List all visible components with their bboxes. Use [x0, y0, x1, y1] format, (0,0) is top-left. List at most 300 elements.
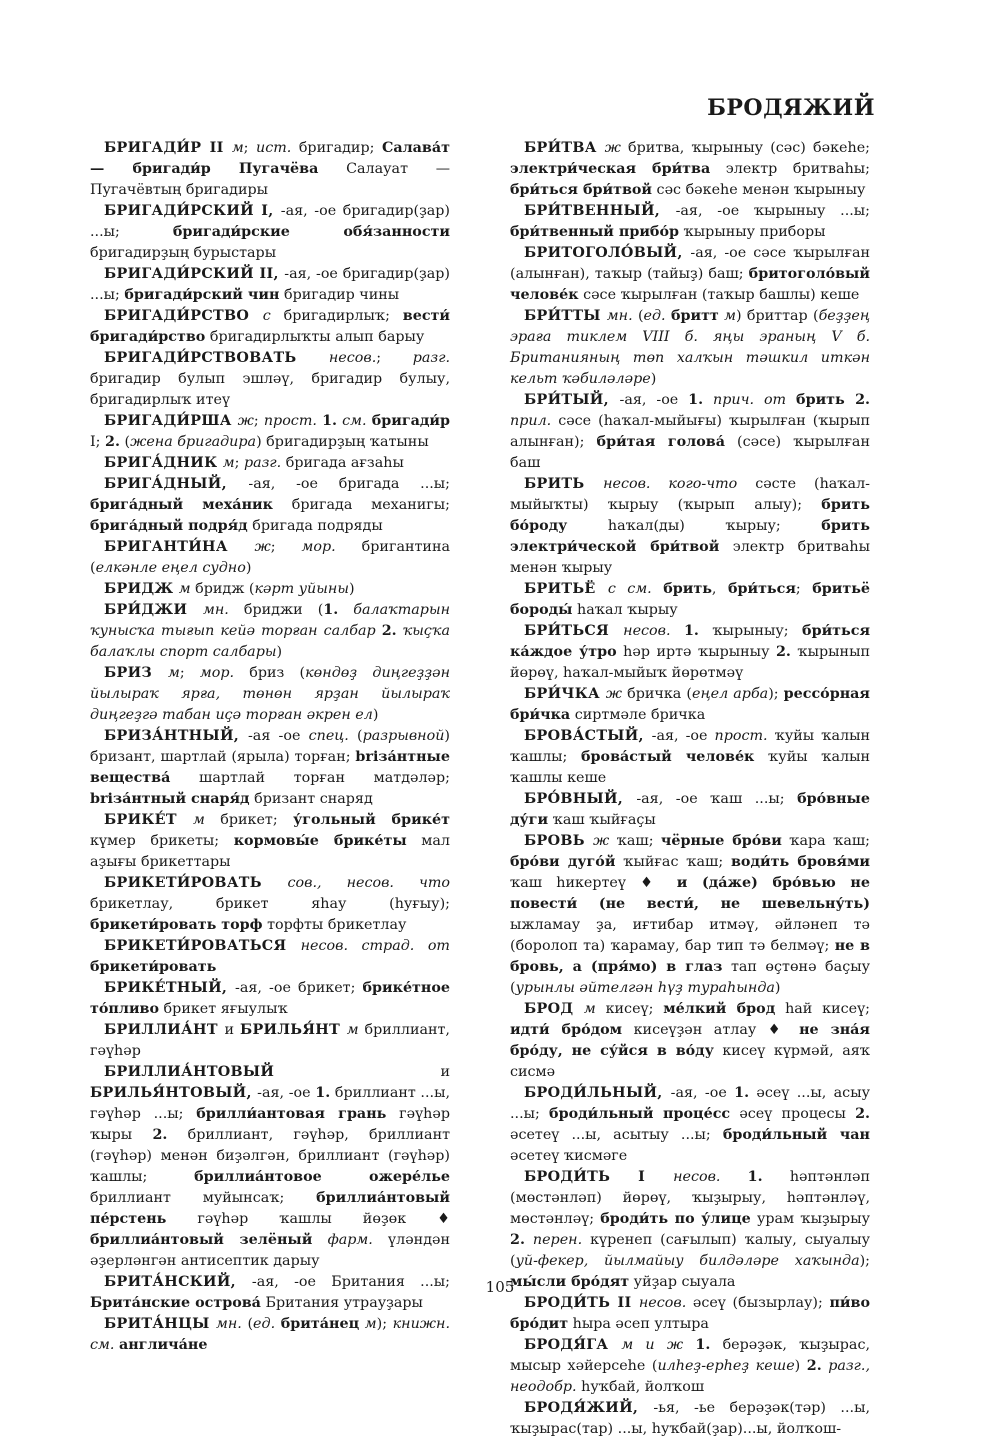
- entry-text: не в бровь, а (пря́мо) в глаз: [510, 938, 870, 975]
- entry-text: прил.: [510, 413, 552, 429]
- entry-text: ж: [254, 539, 271, 555]
- entry-text: [786, 392, 796, 408]
- entry-text: Брита́нские острова́: [90, 1295, 261, 1311]
- entry-text: брита́нец: [280, 1316, 360, 1332]
- headword: БРИ́ТЫЙ,: [524, 392, 620, 408]
- entry-text: ҡаш һикертеү ♦: [510, 875, 677, 891]
- entry-text: -ая, -ое: [651, 728, 715, 744]
- entry-text: 1.: [688, 392, 704, 408]
- entry-text: м и ж: [621, 1337, 684, 1353]
- headword: БРОДЯ́ГА: [524, 1337, 622, 1353]
- entry-text: брикети́ровать торф: [90, 917, 263, 933]
- entry-text: һай кисеү;: [775, 1001, 870, 1017]
- headword: БРОВА́СТЫЙ,: [524, 728, 652, 744]
- entry-text: елкәнле еңел судно: [95, 560, 246, 576]
- entry-text: балаҡтарын ҡунысҡа тығып кейә торған салбар: [90, 602, 451, 639]
- entry-text: бриджи (: [228, 602, 324, 618]
- entry-text: ): [372, 707, 379, 723]
- entry-text: прост.: [714, 728, 768, 744]
- headword: БРОДИ́ЛЬНЫЙ,: [524, 1085, 671, 1101]
- headword: БРИТА́НЦЫ: [104, 1316, 217, 1332]
- entry-text: һәптәнләп (мөстәнләп) йөрөү, ҡыҙырыу, һәптәнләү, мөстәнләү;: [510, 1169, 870, 1227]
- headword: БРИЛЛИА́НТ: [104, 1022, 225, 1038]
- headword: БРИЛЬЯ́НТ: [239, 1022, 347, 1038]
- headword: БРИЛЬЯ́НТОВЫЙ,: [90, 1085, 258, 1101]
- dictionary-entry: [510, 999, 870, 1083]
- entry-text: несов.: [673, 1169, 721, 1185]
- headword: БРИКЕТИ́РОВАТЬСЯ: [104, 938, 301, 954]
- entry-text: прост.: [263, 413, 317, 429]
- dictionary-entry: [510, 306, 870, 390]
- entry-text: разг., неодобр.: [510, 1358, 870, 1395]
- dictionary-entry: [90, 726, 450, 810]
- entry-text: и (да́же) бро́вью не повести́ (не вести́, не шевельну́ть): [510, 875, 870, 912]
- entry-text: briза́нтные вещества́: [90, 749, 450, 786]
- entry-text: әсеү процесы: [730, 1106, 856, 1122]
- entry-text: мы́сли бро́дят: [510, 1274, 630, 1290]
- dictionary-entry: [90, 810, 450, 873]
- entry-text: ҡырыныу;: [698, 623, 803, 639]
- entry-text: м: [178, 581, 191, 597]
- entry-text: ;: [243, 140, 256, 156]
- dictionary-entry: [510, 201, 870, 243]
- headword: БРИГАДИ́Р II: [104, 140, 232, 156]
- entry-text: бритьё бороды́: [510, 581, 870, 618]
- dictionary-entry: [90, 201, 450, 264]
- dictionary-entry: [90, 264, 450, 306]
- entry-text: бриллиант, гәүһәр, бриллиант (гәүһәр) менән биҙәлгән, бриллиант (гәүһәр) ҡашлы;: [90, 1127, 451, 1185]
- entry-text: ) бригадирҙың ҡатыны: [256, 434, 429, 450]
- dictionary-entry: [90, 138, 450, 201]
- entry-text: книжн. см.: [90, 1316, 451, 1353]
- entry-text: ҡыҫҡа балаҡлы спорт салбары: [90, 623, 450, 660]
- entry-text: води́ть бровя́ми: [730, 854, 870, 870]
- entry-text: -ая, -ое бригадир(ҙар) ...ы;: [90, 203, 451, 240]
- entry-text: 1.: [315, 1085, 331, 1101]
- entry-text: 2.: [381, 623, 397, 639]
- headword: БРОД: [524, 1001, 584, 1017]
- entry-text: [671, 623, 684, 639]
- entry-text: гәүһәр ҡыры: [90, 1106, 450, 1143]
- entry-text: ед.: [643, 308, 666, 324]
- entry-text: прич. от: [713, 392, 787, 408]
- entry-text: брить: [663, 581, 712, 597]
- entry-text: бригади́р: [371, 413, 451, 429]
- entry-text: 1.: [322, 413, 338, 429]
- entry-text: [683, 1337, 695, 1353]
- entry-text: 1.: [683, 623, 699, 639]
- headword: БРИКЕ́Т: [104, 812, 193, 828]
- entry-text: ) бризант, шартлай (ярыла) торған;: [90, 728, 450, 765]
- entry-text: мн.: [606, 308, 633, 324]
- entry-text: [312, 1232, 327, 1248]
- entry-text: әсеү ...ы, асыу ...ы;: [510, 1085, 870, 1122]
- entry-text: 2.: [775, 644, 791, 660]
- entry-text: күренеп (сағылып) ҡалыу, сыуалыу (: [510, 1232, 870, 1269]
- entry-text: м: [167, 665, 180, 681]
- dictionary-entry: [90, 600, 450, 663]
- entry-text: брилли́антовая грань: [196, 1106, 387, 1122]
- dictionary-entry: [510, 726, 870, 789]
- entry-text: мор.: [301, 539, 336, 555]
- dictionary-entry: [510, 390, 870, 474]
- entry-text: брига́дный подря́д: [90, 518, 248, 534]
- entry-text: ед.: [253, 1316, 276, 1332]
- entry-text: ҡыйғас ҡаш;: [615, 854, 731, 870]
- headword: БРИГАДИ́РСКИЙ I,: [104, 203, 281, 219]
- entry-text: несов.: [638, 1295, 687, 1311]
- headword: БРИГА́ДНЫЙ,: [104, 476, 249, 492]
- entry-text: уйҙар сыуала: [629, 1274, 736, 1290]
- entry-text: ): [276, 644, 283, 660]
- entry-text: бридж (: [190, 581, 255, 597]
- entry-text: м: [346, 1022, 359, 1038]
- headword: БРИГАНТИ́НА: [104, 539, 255, 555]
- entry-text: кәрт уйыны: [254, 581, 349, 597]
- entry-text: -ая, -ое ҡырыныу ...ы;: [675, 203, 870, 219]
- entry-text: һаҡал(ды) ҡырыу;: [567, 518, 822, 534]
- dictionary-entry: [90, 663, 450, 726]
- entry-text: брике́тное то́пливо: [90, 980, 450, 1017]
- page-number: 105: [485, 1278, 515, 1296]
- entry-text: у́гольный брике́т: [293, 812, 450, 828]
- dictionary-entry: [90, 411, 450, 453]
- entry-text: жена бригадира: [130, 434, 257, 450]
- entry-text: сиртмәле бричка: [570, 707, 706, 723]
- entry-text: -ая, -ое Британия ...ы;: [251, 1274, 450, 1290]
- entry-text: 1.: [747, 1169, 763, 1185]
- entry-text: кисеү;: [595, 1001, 664, 1017]
- headword: БРИ́ДЖИ: [104, 602, 204, 618]
- entry-text: и: [440, 1064, 450, 1080]
- dictionary-entry: [510, 1335, 870, 1398]
- dictionary-entry: [510, 1293, 870, 1335]
- entry-text: м: [192, 812, 205, 828]
- entry-text: шартлай торған матдәләр;: [170, 770, 450, 786]
- entry-text: күмер брикеты;: [90, 833, 234, 849]
- entry-text: брить 2.: [796, 392, 871, 408]
- entry-text: гәүһәр ҡашлы йөҙөк ♦: [166, 1211, 450, 1227]
- entry-text: несов. кого-что: [603, 476, 738, 492]
- entry-text: электр бритваһы менән ҡырыу: [510, 539, 870, 576]
- entry-text: разрывной: [362, 728, 445, 744]
- headword: БРОВЬ: [524, 833, 593, 849]
- entry-text: 2.: [152, 1127, 168, 1143]
- entry-text: бригада механигы;: [272, 497, 450, 513]
- entry-text: идти́ бро́дом: [510, 1022, 623, 1038]
- entry-text: -ая, -ое бригада ...ы;: [248, 476, 450, 492]
- dictionary-entry: [510, 579, 870, 621]
- entry-text: (: [119, 434, 131, 450]
- entry-text: (сәсе) ҡырылған баш: [510, 434, 870, 471]
- entry-text: чёрные бро́ви: [660, 833, 782, 849]
- entry-text: [652, 581, 663, 597]
- entry-text: 2.: [855, 1106, 870, 1122]
- entry-text: ҡаш ҡыйғаҫы: [548, 812, 656, 828]
- entry-text: см.: [342, 413, 367, 429]
- entry-text: бри́тая голова́: [596, 434, 725, 450]
- right-column: [510, 138, 870, 1440]
- dictionary-entry: [90, 306, 450, 348]
- entry-text: м: [364, 1316, 377, 1332]
- entry-text: ): [774, 980, 781, 996]
- entry-text: ист.: [256, 140, 292, 156]
- entry-text: кисеүҙән атлау ♦: [622, 1022, 800, 1038]
- entry-text: [720, 1169, 747, 1185]
- entry-text: бригадирлыҡты алып барыу: [205, 329, 425, 345]
- entry-text: 1.: [734, 1085, 750, 1101]
- entry-text: 2.: [510, 1232, 525, 1248]
- dictionary-entry: [510, 789, 870, 831]
- entry-text: (: [632, 308, 644, 324]
- entry-text: бригадир булып эшләү, бригадир булыу, бригадирлыҡ итеү: [90, 371, 450, 408]
- headword: БРИГАДИ́РША: [104, 413, 238, 429]
- entry-text: Салава́т — бригади́р Пугачёва: [90, 140, 450, 177]
- entry-text: Британия утрауҙары: [260, 1295, 423, 1311]
- dictionary-entry: [90, 537, 450, 579]
- entry-text: -ая, -ое: [670, 1085, 735, 1101]
- entry-text: сәсте (һаҡал-мыйыҡты) ҡырыу (ҡырып алыу);: [510, 476, 870, 513]
- entry-text: 2.: [105, 434, 120, 450]
- entry-text: ;: [270, 539, 302, 555]
- entry-text: (: [348, 728, 363, 744]
- entry-text: мн.: [216, 1316, 242, 1332]
- entry-text: электри́ческая бри́тва: [510, 161, 711, 177]
- dictionary-entry: [90, 579, 450, 600]
- dictionary-entry: [90, 936, 450, 978]
- entry-text: ,: [711, 581, 728, 597]
- headword: БРИТЬЁ: [524, 581, 608, 597]
- entry-text: ҡуйы ҡалын ҡашлы кеше: [510, 749, 871, 786]
- dictionary-entry: [90, 348, 450, 411]
- entry-text: м: [231, 140, 244, 156]
- entry-text: не зна́я бро́ду, не су́йся в во́ду: [510, 1022, 870, 1059]
- headword: БРИГА́ДНИК: [104, 455, 223, 471]
- entry-text: урам ҡыҙырыу: [750, 1211, 870, 1227]
- entry-text: м: [724, 308, 736, 324]
- entry-text: бри́ться бри́твой: [510, 182, 653, 198]
- entry-text: брить электри́ческой бри́твой: [510, 518, 870, 555]
- entry-text: м: [583, 1001, 596, 1017]
- entry-text: бризант снаряд: [249, 791, 373, 807]
- entry-text: һаҡал ҡырыу: [572, 602, 678, 618]
- entry-text: ;: [376, 350, 413, 366]
- dictionary-entry: [90, 453, 450, 474]
- entry-text: ҡаш;: [609, 833, 661, 849]
- entry-text: тап өҫтөнә баҫыу (: [510, 959, 870, 996]
- entry-text: ж: [604, 140, 621, 156]
- dictionary-entry: [90, 1020, 450, 1062]
- entry-text: спец.: [308, 728, 349, 744]
- entry-text: брикети́ровать: [90, 959, 217, 975]
- headword: БРОДИ́ТЬ II: [524, 1295, 639, 1311]
- entry-text: бритт: [670, 308, 719, 324]
- entry-text: броди́льный чан: [722, 1127, 870, 1143]
- entry-text: ;: [179, 665, 200, 681]
- entry-text: илһеҙ-ерһеҙ кеше: [657, 1358, 795, 1374]
- entry-text: бро́ви дуго́й: [510, 854, 616, 870]
- entry-text: үләндән әҙерләнгән антисептик дарыу: [90, 1232, 450, 1269]
- entry-text: ): [245, 560, 252, 576]
- dictionary-entry: [90, 1062, 450, 1272]
- entry-text: брига́дный меха́ник: [90, 497, 273, 513]
- headword: БРИГАДИ́РСКИЙ II,: [104, 266, 285, 282]
- entry-text: ҡара ҡаш;: [781, 833, 870, 849]
- entry-text: брить бо́роду: [510, 497, 870, 534]
- dictionary-entry: [510, 474, 870, 579]
- headword: БРИ́ТВЕННЫЙ,: [524, 203, 676, 219]
- entry-text: );: [376, 1316, 393, 1332]
- entry-text: броди́льный проце́сс: [549, 1106, 731, 1122]
- entry-text: бриллиант, гәүһәр: [90, 1022, 450, 1059]
- running-head: БРОДЯЖИЙ: [707, 95, 875, 121]
- entry-text: бриллиа́нтовый пе́рстень: [90, 1190, 450, 1227]
- entry-text: ): [348, 581, 355, 597]
- entry-text: торфты брикетлау: [262, 917, 407, 933]
- entry-text: бригантина (: [90, 539, 450, 576]
- headword: БРИГАДИ́РСТВО: [104, 308, 263, 324]
- entry-text: сов., несов. что: [287, 875, 451, 891]
- dictionary-entry: [510, 138, 870, 201]
- entry-text: әсеү (бызырлау);: [686, 1295, 830, 1311]
- entry-text: бритва, ҡырыныу (сәс) бәкеһе;: [620, 140, 870, 156]
- entry-text: мал аҙығы брикеттары: [90, 833, 450, 870]
- entry-text: бриллиа́нтовый зелёный: [90, 1232, 313, 1248]
- entry-text: бригадир чины: [279, 287, 400, 303]
- headword: БРОДЯ́ЖИЙ,: [524, 1400, 654, 1416]
- entry-text: несов.: [623, 623, 671, 639]
- entry-text: бриз (: [234, 665, 306, 681]
- dictionary-entry: [510, 1083, 870, 1167]
- entry-text: брикетлау, брикет яһау (һуғыу);: [90, 896, 450, 912]
- entry-text: );: [768, 686, 784, 702]
- entry-text: бригади́рский чин: [124, 287, 280, 303]
- entry-text: бро́вные ду́ги: [510, 791, 870, 828]
- entry-text: фарм.: [327, 1232, 373, 1248]
- entry-text: сәсе (һаҡал-мыйығы) ҡырылған (ҡырып алынған);: [510, 413, 870, 450]
- dictionary-entry: [90, 873, 450, 936]
- entry-text: -ая, -ое бригадир(ҙар) ...ы;: [90, 266, 450, 303]
- entry-text: ҡырынып йөрөү, һаҡал-мыйыҡ йөрөтмәү: [510, 644, 870, 681]
- entry-text: һыра әсеп ултыра: [568, 1316, 709, 1332]
- entry-text: бриллиант муйынсаҡ;: [90, 1190, 317, 1206]
- entry-text: сәсе ҡырылған (таҡыр башлы) кеше: [578, 287, 860, 303]
- entry-text: -ья, -ье берәҙәк(тәр) ...ы, ҡыҙырас(тар) ...ы, һуҡбай(ҙар)...ы, йолҡош-: [510, 1400, 870, 1437]
- entry-text: );: [859, 1253, 870, 1269]
- entry-text: 1.: [323, 602, 339, 618]
- entry-text: бригади́рские обя́занности: [172, 224, 450, 240]
- dictionary-entry: [510, 621, 870, 684]
- entry-text: мор.: [199, 665, 235, 681]
- headword: БРОДИ́ТЬ I: [524, 1169, 674, 1185]
- entry-text: briза́нтный снаря́д: [90, 791, 250, 807]
- dictionary-entry: [510, 243, 870, 306]
- entry-text: разг.: [412, 350, 450, 366]
- headword: БРО́ВНЫЙ,: [524, 791, 637, 807]
- entry-text: ;: [795, 581, 813, 597]
- headword: БРИКЕ́ТНЫЙ,: [104, 980, 236, 996]
- entry-text: м: [222, 455, 235, 471]
- headword: БРИТОГОЛО́ВЫЙ,: [524, 245, 691, 261]
- entry-text: урынлы әйтелгән һүҙ тураһында: [515, 980, 775, 996]
- entry-text: брикет яғыулыҡ: [159, 1001, 288, 1017]
- entry-text: ) бриттар (: [735, 308, 819, 324]
- entry-text: бричка (: [622, 686, 692, 702]
- entry-text: с: [262, 308, 271, 324]
- entry-text: еңел арба: [691, 686, 769, 702]
- entry-text: ): [650, 371, 657, 387]
- dictionary-entry: [90, 474, 450, 537]
- entry-text: несов.: [328, 350, 377, 366]
- entry-text: ;: [234, 455, 244, 471]
- headword: БРИДЖ: [104, 581, 179, 597]
- entry-text: [338, 602, 353, 618]
- entry-text: бритоголо́вый челове́к: [510, 266, 870, 303]
- entry-text: ;: [253, 413, 264, 429]
- dictionary-entry: [510, 1398, 870, 1440]
- entry-text: электр бритваһы;: [710, 161, 870, 177]
- headword: БРИ́ТВА: [524, 140, 605, 156]
- entry-text: -ая, -ое: [619, 392, 689, 408]
- entry-text: бри́ться: [727, 581, 796, 597]
- headword: БРИ́ЧКА: [524, 686, 606, 702]
- entry-text: көндөҙ диңгеҙҙән йылыраҡ ярға, төнөн ярҙан йылыраҡ диңгеҙгә табан иҫә торған әкрен ел: [90, 665, 451, 723]
- entry-text: бри́ться ка́ждое у́тро: [510, 623, 871, 660]
- entry-text: и: [224, 1022, 240, 1038]
- entry-text: уй-фекер, йылмайыу билдәләре хаҡында: [515, 1253, 860, 1269]
- entry-text: кисеү күрмәй, аяҡ сисмә: [510, 1043, 870, 1080]
- entry-text: -ая -ое: [247, 728, 309, 744]
- entry-text: бригада подряды: [247, 518, 383, 534]
- entry-text: берәҙәк, ҡыҙырас, мысыр хәйерсеһе (: [510, 1337, 871, 1374]
- entry-text: I;: [90, 434, 106, 450]
- entry-text: ме́лкий брод: [663, 1001, 776, 1017]
- entry-text: -ая, -ое сәсе ҡырылған (алынған), таҡыр (тайыҙ) баш;: [510, 245, 870, 282]
- entry-text: ҡырыныу приборы: [679, 224, 826, 240]
- entry-text: брова́стый челове́к: [581, 749, 755, 765]
- entry-text: несов. страд. от: [300, 938, 450, 954]
- entry-text: англича́не: [118, 1337, 208, 1353]
- entry-text: Салауат — Пугачёвтың бригадиры: [90, 161, 450, 198]
- entry-text: разг.: [243, 455, 282, 471]
- entry-text: 1.: [695, 1337, 711, 1353]
- entry-text: беҙҙең эраға тиклем VIII б. яңы эраның V б. Британияның төп халҡын тәшкил иткән кельт ҡәбиләләре: [510, 308, 871, 387]
- entry-text: бригадирҙың бурыстары: [90, 245, 277, 261]
- entry-text: -ая, -ое ҡаш ...ы;: [636, 791, 798, 807]
- dictionary-entry: [90, 1314, 450, 1356]
- entry-text: с см.: [607, 581, 652, 597]
- entry-text: ж: [592, 833, 610, 849]
- entry-text: вести́ бригади́рство: [90, 308, 450, 345]
- entry-text: [703, 392, 713, 408]
- entry-text: бриллиа́нтовое ожере́лье: [194, 1169, 450, 1185]
- entry-text: бриллиант ...ы, гәүһәр ...ы;: [90, 1085, 450, 1122]
- entry-text: 2.: [806, 1358, 822, 1374]
- headword: БРИТЬ: [524, 476, 604, 492]
- entry-text: броди́ть по у́лице: [600, 1211, 751, 1227]
- dictionary-entry: [510, 831, 870, 999]
- entry-text: кормовы́е брике́ты: [233, 833, 407, 849]
- entry-text: ж: [605, 686, 623, 702]
- entry-text: ): [794, 1358, 807, 1374]
- dictionary-entry: [90, 978, 450, 1020]
- entry-text: бри́твенный прибо́р: [510, 224, 680, 240]
- entry-text: бригадирлыҡ;: [270, 308, 403, 324]
- entry-text: бригада ағзаһы: [281, 455, 404, 471]
- entry-text: әсетеү ...ы, асытыу ...ы;: [510, 1127, 723, 1143]
- dictionary-entry: [510, 1167, 870, 1293]
- entry-text: әсетеү ҡисмәге: [510, 1148, 628, 1164]
